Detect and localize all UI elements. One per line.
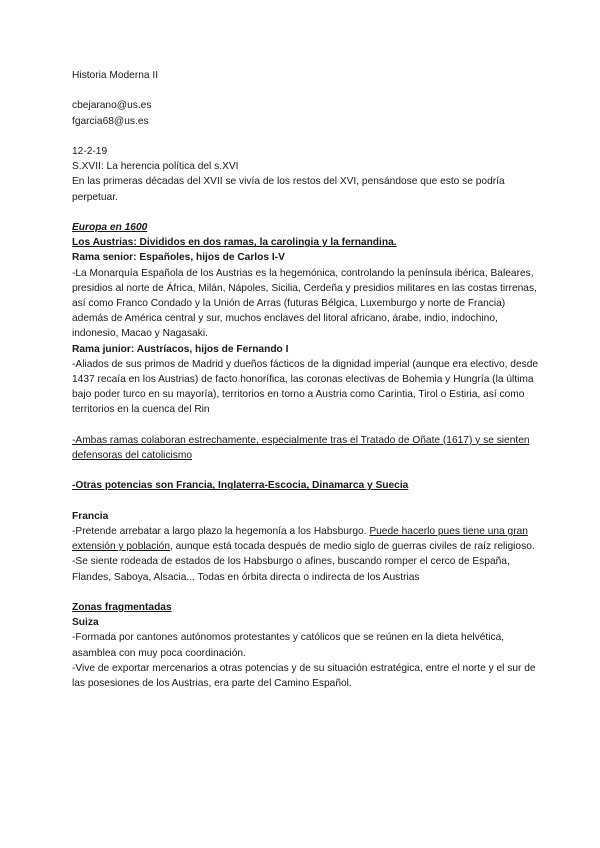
france-paragraph-1	[72, 524, 542, 554]
course-title: Historia Moderna II	[72, 70, 159, 81]
switzerland-paragraph-2: -Vive de exportar mercenarios a otras potencias y de su situación estratégica, entre el norte y el sur de las posesiones de los Austrias, era parte del Camino Español.	[72, 662, 536, 690]
lecture-date: 12-2-19	[72, 145, 108, 157]
france-p1-start: -Pretende arrebatar a largo plazo la hegemonía a los Habsburgo.	[72, 526, 370, 537]
switzerland-heading: Suiza	[72, 617, 99, 629]
spacer	[72, 418, 542, 433]
email-1: cbejarano@us.es	[72, 100, 152, 112]
spacer	[72, 585, 542, 600]
junior-branch-text: -Aliados de sus primos de Madrid y dueños fácticos de la dignidad imperial (aunque era electivo, desde 1437 recaía en los Austrias) de facto honorífica, las coronas electivas de Bohemia y Hungría (la última bajo poder turco en su mayoría), territorios en torno a Austria como Carintia, Tirol o Estiria, así como territorios en la cuenca del Rin	[72, 358, 539, 416]
collaboration-paragraph: -Ambas ramas colaboran estrechamente, especialmente tras el Tratado de Oñate (1617) y se sienten defensoras del catolicismo	[72, 434, 530, 462]
france-p1-end: , aunque está tocada después de medio siglo de guerras civiles de raíz religioso.	[169, 541, 535, 553]
intro-paragraph: En las primeras décadas del XVII se vivía de los restos del XVI, pensándose que esto se podría perpetuar.	[72, 176, 505, 203]
fragmented-zones-heading: Zonas fragmentadas	[72, 602, 172, 613]
senior-branch-heading: Rama senior: Españoles, hijos de Carlos I-V	[72, 252, 285, 264]
spacer	[72, 129, 542, 144]
france-heading: Francia	[72, 510, 109, 522]
spacer	[72, 463, 542, 478]
junior-branch-heading: Rama junior: Austríacos, hijos de Fernando I	[72, 343, 289, 355]
lecture-topic: S.XVII: La herencia política del s.XVI	[72, 161, 239, 173]
spacer	[72, 494, 542, 509]
document-page	[72, 68, 542, 691]
europe-heading: Europa en 1600	[72, 221, 148, 233]
spacer	[72, 205, 542, 220]
france-paragraph-2: -Se siente rodeada de estados de los Habsburgo o afines, buscando romper el cerco de España, Flandes, Saboya, Alsacia... Todas en órbita directa o indirecta de los Austrias	[72, 556, 510, 583]
email-2: fgarcia68@us.es	[72, 115, 149, 127]
spacer	[72, 83, 542, 98]
senior-branch-text: -La Monarquía Española de los Austrias es la hegemónica, controlando la península ibérica, Baleares, presidios al norte de África, Milán, Nápoles, Sicilia, Cerdeña y presidios militares en las costas tirrenas, así como Franco Condado y la Unión de Arras (futuras Bélgica, Luxemburgo y norte de Francia) además de América central y sur, muchos enclaves del litoral africano, árabe, indio, indochino, indonesio, Macao y Nagasaki.	[72, 267, 537, 340]
france-p1-underlined: Puede hacerlo pues tiene una gran extensión y población	[72, 526, 528, 553]
austrias-heading: Los Austrias: Divididos en dos ramas, la carolingia y la fernandina.	[72, 237, 397, 249]
other-powers-heading: -Otras potencias son Francia, Inglaterra-Escocia, Dinamarca y Suecia	[72, 480, 409, 492]
switzerland-paragraph-1: -Formada por cantones autónomos protestantes y católicos que se reúnen en la dieta helvética, asamblea con muy poca coordinación.	[72, 632, 505, 659]
